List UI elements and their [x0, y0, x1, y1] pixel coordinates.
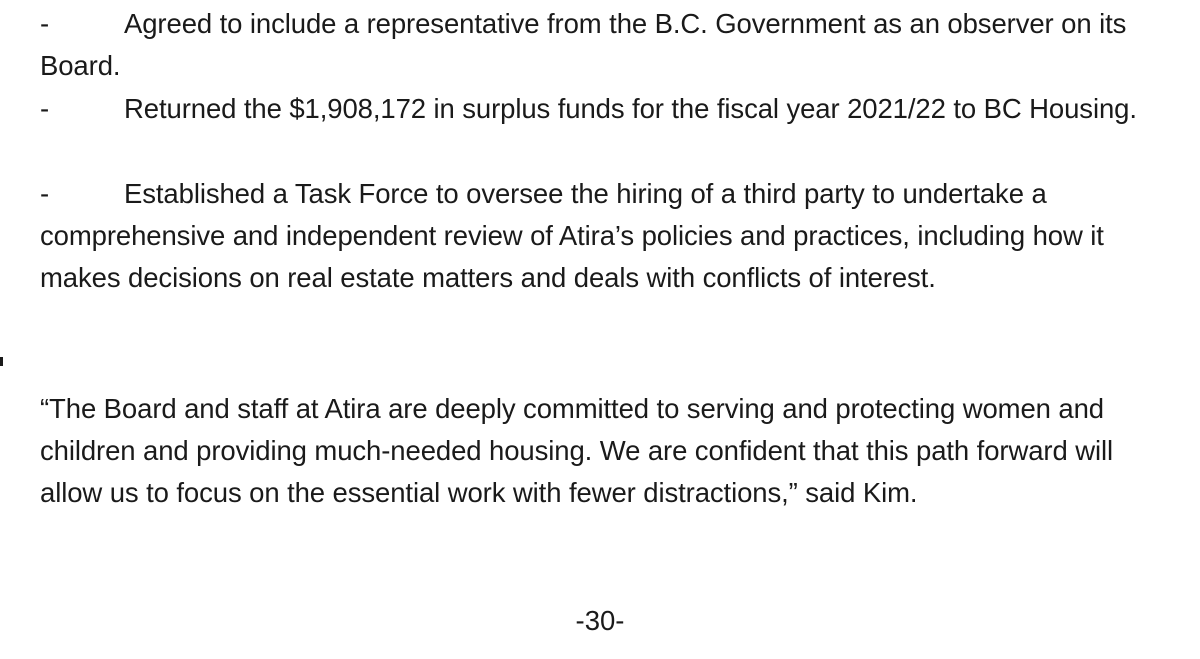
end-marker: -30- [575, 605, 625, 636]
list-item-text: Established a Task Force to oversee the hiring of a third party to undertake a comprehensive and independent review of Atira’s policies and practices, including how it makes decisions on real estate matters and deals with conflicts of interest. [40, 178, 1104, 293]
list-item-text: Returned the $1,908,172 in surplus funds for the fiscal year 2021/22 to BC Housing. [124, 93, 1137, 124]
list-item [40, 88, 1150, 130]
quote-paragraph: “The Board and staff at Atira are deeply committed to serving and protecting women and children and providing much-needed housing. We are confident that this path forward will allow us to focus on the essential work with fewer distractions,” said Kim. [40, 393, 1113, 508]
list-dash: - [40, 178, 50, 209]
list-dash: - [40, 8, 50, 39]
list-item-text: Agreed to include a representative from the B.C. Government as an observer on its Board. [40, 8, 1127, 81]
list-item [40, 3, 1150, 87]
list-item [40, 173, 1150, 299]
margin-mark [0, 357, 3, 366]
list-dash: - [40, 93, 50, 124]
